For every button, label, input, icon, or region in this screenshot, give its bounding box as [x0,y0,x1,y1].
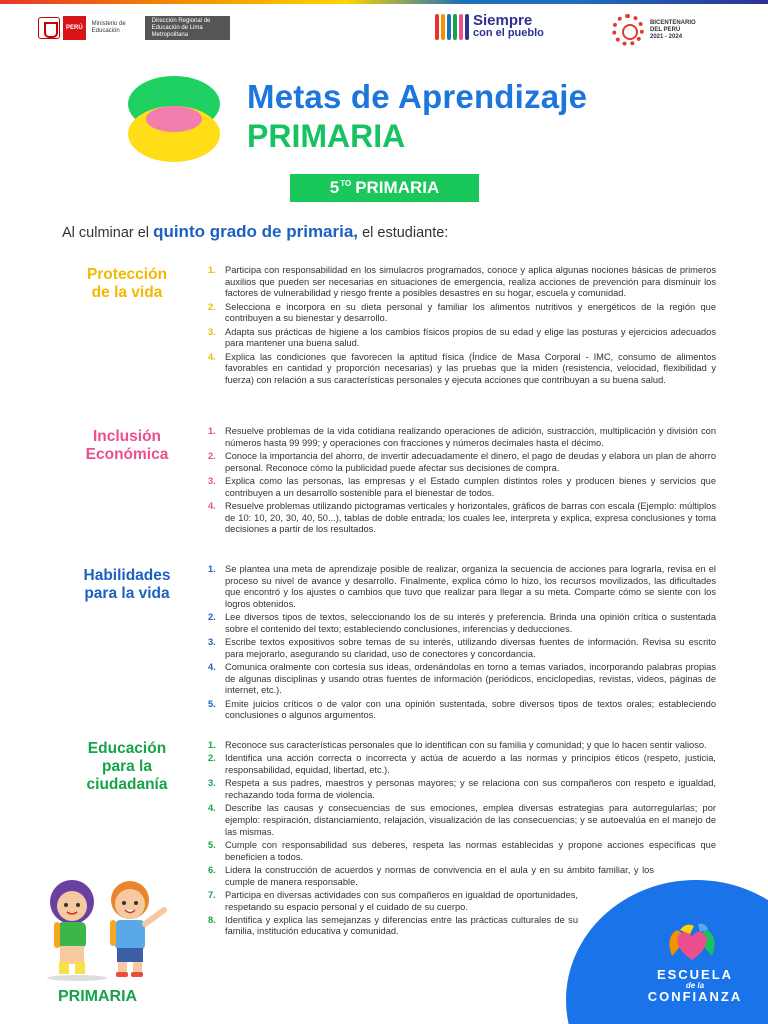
list-item: 4. Explica las condiciones que favorecen la aptitud física (Índice de Masa Corporal - IMC, consumo de alimentos favorables en cantidad y proporción necesarias) y las pruebas que la miden (resistencia, velocidad, flexibilidad y fuerza) con relación a sus características personales y ejecuta acciones que contribuyan a su buena salud. [208,351,716,385]
list-item: 4. Comunica oralmente con cortesía sus ideas, ordenándolas en torno a temas variados, incorporando palabras propias de algunas disciplinas y usando otras fuentes de información (periódicos, enciclopedias, revistas, videos, páginas de internet, etc.). [208,662,716,696]
section-list-proteccion [208,265,716,388]
list-item: 3. Adapta sus prácticas de higiene a los cambios físicos propios de su edad y elige las posturas y ejercicios adecuados para mantener una buena salud. [208,326,716,349]
students-illustration-icon [32,872,182,984]
list-item: 7. Participa en diversas actividades con sus compañeros en igualdad de oportunidades, respetando su espacio personal y el cuidado de su cuerpo. [208,889,578,912]
bicentenario-logo [612,14,710,46]
escuela-confianza-text [640,968,750,1004]
section-title-habilidades: Habilidades para la vida [83,567,171,602]
list-item: 1. Reconoce sus características personales que lo identifican con su familia y comunidad; y que lo hacen sentir valioso. [208,740,707,750]
intro-prefix: Al culminar el [62,225,150,241]
siempre-people-icon [435,14,469,40]
siempre-con-el-pueblo-logo [435,14,544,40]
peru-coat-of-arms-icon [38,17,60,39]
list-item: 2. Identifica una acción correcta o incorrecta y actúa de acuerdo a las normas y principios éticos (respeto, justicia, responsabilidad, equidad, libertad, etc.). [208,753,716,775]
grade-badge [290,174,479,202]
section-title-ciudadania: Educación para la ciudadanía [86,740,168,793]
intro-suffix: el estudiante: [362,225,449,241]
grade-number: 5 [329,178,340,197]
section-list-inclusion [208,426,716,538]
page-subtitle: PRIMARIA [247,118,406,154]
bicentennial-line1: BICENTENARIO [650,19,696,26]
header [0,12,768,48]
peru-label: PERÚ [63,16,86,40]
list-item: 4. Resuelve problemas utilizando pictogramas verticales y horizontales, gráficos de barras con escala (Ejemplo: múltiplos de 10: 10, 20, 30, 40, 50...), tablas de doble entrada; los cuales lee, interpreta y explica, expresa conclusiones y toma decisiones a partir de los resultados. [208,500,716,535]
list-item: 3. Respeta a sus padres, maestros y personas mayores; y se relaciona con sus compañeros con respeto e igualdad, rechazando toda forma de violencia. [208,778,716,800]
regional-label: Dirección Regional de Educación de Lima Metropolitana [146,16,230,40]
list-item: 2. Conoce la importancia del ahorro, de invertir adecuadamente el dinero, el pago de deudas y elabora un plan de ahorro personal. Reconoce cómo la publicidad puede afectar sus decisiones de compra. [208,450,716,473]
slogan-line2: con el pueblo [473,27,544,39]
list-item: 5. Emite juicios críticos o de valor con una opinión sustentada, sobre diversos tipos de textos orales; estableciendo conclusiones o algunos argumentos. [208,698,716,721]
grade-label: PRIMARIA [355,178,440,197]
intro-highlight: quinto grado de primaria, [153,222,359,241]
grade-superscript: TO [340,178,352,188]
top-color-bar [0,0,768,4]
section-list-habilidades [208,564,716,724]
page-title: Metas de Aprendizaje [247,78,588,115]
escuela-line2: de la [685,981,705,990]
list-item: 4. Describe las causas y consecuencias de sus emociones, emplea diversas estrategias para autorregularlas; por ejemplo: respiración, distanciamiento, relajación, visualización de las consecuencias; y se autoevalúa en el manejo de las mismas. [208,803,716,837]
minedu-logo [38,16,230,40]
list-item: 1. Resuelve problemas de la vida cotidiana realizando operaciones de adición, sustracción, multiplicación y división con números hasta 99 999; y operaciones con fracciones y números decimales hasta el décimo. [208,426,716,448]
list-item: 3. Explica como las personas, las empresas y el Estado cumplen distintos roles y producen bienes y servicios que contribuyen a un desarrollo sostenible para el bienestar de todos. [208,475,716,498]
escuela-line3: CONFIANZA [647,989,743,1004]
list-item: 5. Cumple con responsabilidad sus deberes, respeta las normas establecidas y propone acciones específicas que beneficien a todos. [208,839,716,862]
bicentennial-line2: DEL PERÚ [650,26,681,33]
list-item: 8. Identifica y explica las semejanzas y diferencias entre las prácticas culturales de su familia, institución educativa y comunidad. [208,914,578,937]
hands-heart-icon [664,920,720,964]
list-item: 2. Lee diversos tipos de textos, seleccionando los de su interés y preferencia. Brinda una opinión crítica o sustentada sobre el contenido del texto; estableciendo conclusiones, inferencias y deducciones. [208,612,716,634]
ministry-label: Ministerio de Educación [86,16,146,40]
slogan-line1: Siempre [473,12,533,29]
section-title-inclusion: Inclusión Económica [85,428,169,463]
escuela-line1: ESCUELA [656,967,734,982]
decorative-circles-icon [128,76,220,162]
intro-text [62,222,448,242]
list-item: 1. Participa con responsabilidad en los simulacros programados, conoce y aplica algunas nociones básicas de primeros auxilios que pueden ser necesarias en situaciones de emergencia, realiza acciones de prevención para disminuir los factores de vulnerabilidad y riesgo frente a posibles desastres en su hogar, escuela y comunidad. [208,265,716,299]
bicentenario-sun-icon [612,14,644,46]
section-title-proteccion: Protección de la vida [86,266,168,301]
list-item: 6. Lidera la construcción de acuerdos y normas de convivencia en el aula y en su ámbito familiar, y los cumple de manera responsable. [208,864,654,887]
bicentennial-line3: 2021 - 2024 [650,33,683,40]
list-item: 1. Se plantea una meta de aprendizaje posible de realizar, organiza la secuencia de acciones para lograrla, revisa en el proceso su nivel de avance y desarrollo. Finalmente, explica cómo lo hizo, los recursos movilizados, las dificultades que encontró y los ajustes o cambios que tuvo que realizar para llegar a su meta. Comparte cómo se siente con los logros obtenidos. [208,564,716,609]
footer-primaria-label: PRIMARIA [58,988,138,1005]
list-item: 3. Escribe textos expositivos sobre temas de su interés, utilizando diversas fuentes de información. Revisa su escrito para mejorarlo, asegurando su claridad, uso de conectores y concordancia. [208,637,716,659]
list-item: 2. Selecciona e incorpora en su dieta personal y familiar los alimentos nutritivos y energéticos de la región que contribuyen a su bienestar y desarrollo. [208,301,716,324]
